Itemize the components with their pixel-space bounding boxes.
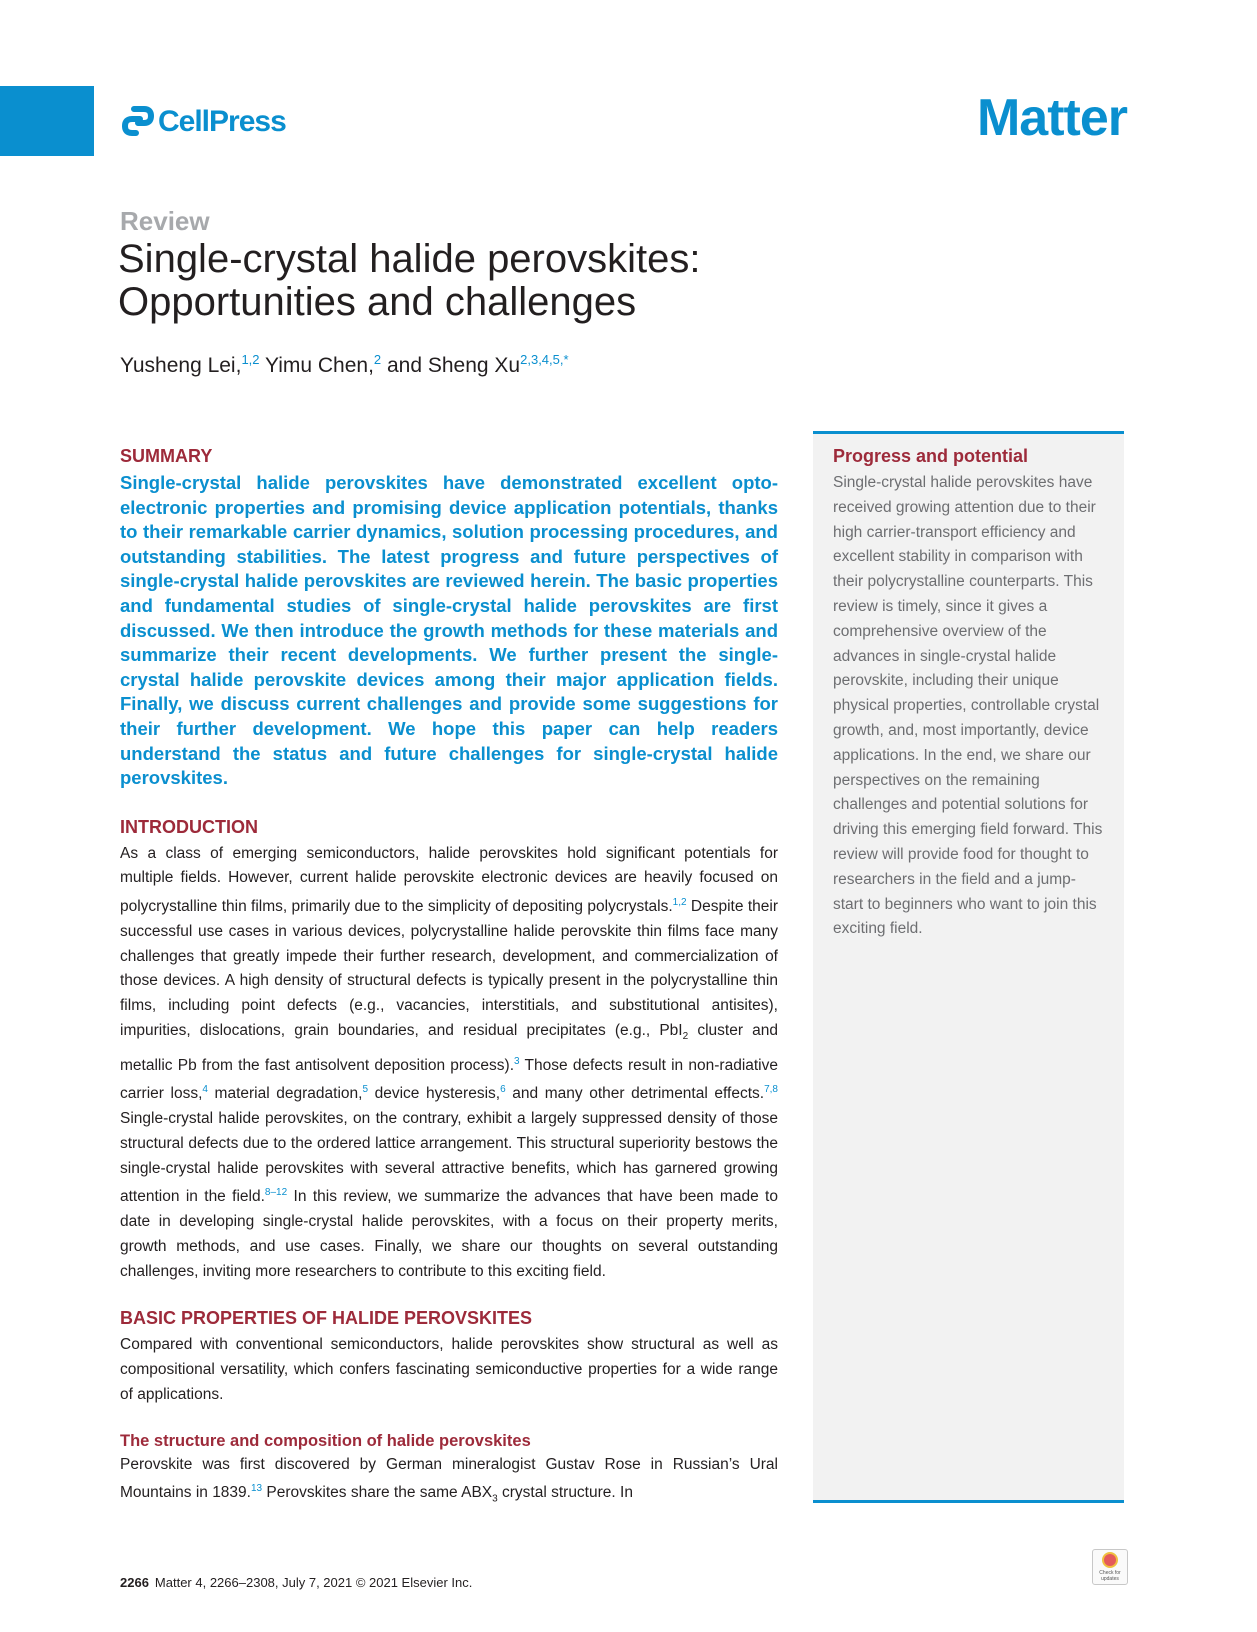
citation-link[interactable]: 6 [500,1084,506,1096]
structure-text: crystal structure. In [497,1484,633,1502]
page-footer [120,1575,472,1590]
intro-text: In this review, we summarize the advances that have been made to date in developing single-crystal halide perovskites, with a focus on their property merits, growth methods, and use cases. Finally, we share our thoughts on several outstanding challenges, inviting more researchers to contribute to this exciting field. [120,1188,778,1280]
title-line-1: Single-crystal halide perovskites: [118,237,701,281]
introduction-paragraph [120,842,778,1285]
author-affiliation[interactable]: 2 [373,352,382,367]
author-affiliation[interactable]: 2,3,4,5,* [520,352,569,367]
intro-text: As a class of emerging semiconductors, halide perovskites hold significant potentials for multiple fields. However, current halide perovskite electronic devices are heavily focused on polycrystalline thin films, primarily due to the simplicity of depositing polycrystals. [120,844,778,916]
sidebar-text: Single-crystal halide perovskites have received growing attention due to their high carrier-transport efficiency and excellent stability in comparison with their polycrystalline counterparts. This review is timely, since it gives a comprehensive overview of the advances in single-crystal halide perovskite, including their unique physical properties, controllable crystal growth, and, most importantly, device applications. In the end, we share our perspectives on the remaining challenges and potential solutions for driving this emerging field forward. This review will provide food for thought to researchers in the field and a jump-start to beginners who want to join this exciting field. [833,474,1103,938]
article-title [118,238,878,324]
citation-link[interactable]: 5 [362,1084,369,1096]
subscript: 3 [492,1493,498,1505]
article-type-label: Review [120,206,210,236]
basic-properties-heading: BASIC PROPERTIES OF HALIDE PEROVSKITES [120,1308,533,1329]
header-accent-block [0,86,94,156]
structure-text: Perovskites share the same ABX [262,1484,493,1502]
basic-properties-paragraph: Compared with conventional semiconductors, halide perovskites show structural as well as compositional versatility, which confers fascinating semiconductive properties for a wide range of applications. [120,1336,778,1403]
author-name[interactable]: Yusheng Lei, [120,354,242,377]
intro-text: material degradation, [207,1085,363,1103]
subscript: 2 [682,1030,689,1042]
citation-link[interactable]: 13 [250,1483,263,1495]
author-list [120,352,569,378]
publisher-name: CellPress [158,105,286,138]
page-number: 2266 [120,1575,149,1590]
summary-heading: SUMMARY [120,446,213,466]
intro-text: device hysteresis, [368,1085,501,1103]
check-updates-icon [1102,1552,1118,1568]
citation-link[interactable]: 7,8 [764,1084,778,1096]
citation-link[interactable]: 1,2 [672,897,687,909]
introduction-heading: INTRODUCTION [120,816,258,837]
author-name[interactable]: Yimu Chen, [264,354,374,377]
intro-text: and many other detrimental effects. [505,1085,765,1103]
structure-paragraph [120,1453,778,1513]
structure-subheading: The structure and composition of halide perovskites [120,1431,531,1450]
cellpress-logo-icon [120,105,156,139]
intro-text: Those defects result in non-radiative carrier loss, [120,1056,778,1103]
author-affiliation[interactable]: 1,2 [241,352,260,367]
journal-name[interactable]: Matter [976,89,1127,147]
author-name[interactable]: and Sheng Xu [387,354,521,377]
citation-link[interactable]: 3 [514,1055,520,1067]
title-line-2: Opportunities and challenges [118,280,637,324]
footer-citation: Matter 4, 2266–2308, July 7, 2021 © 2021 Elsevier Inc. [154,1575,473,1590]
main-column [120,446,778,1512]
citation-link[interactable]: 8–12 [264,1187,288,1199]
sidebar-heading: Progress and potential [833,446,1029,466]
check-updates-label: Check for updates [1099,1570,1121,1582]
citation-link[interactable]: 4 [202,1084,208,1096]
structure-text: Perovskite was first discovered by German mineralogist Gustav Rose in Russian’s Ural Mountains in 1839. [120,1455,778,1502]
summary-text: Single-crystal halide perovskites have demonstrated excellent opto-electronic properties and promising device application potentials, thanks to their remarkable carrier dynamics, solution processing procedures, and outstanding stabilities. The latest progress and future perspectives of single-crystal halide perovskites are reviewed herein. The basic properties and fundamental studies of single-crystal halide perovskites are first discussed. We then introduce the growth methods for these materials and summarize their recent developments. We further present the single-crystal halide perovskite devices among their major application fields. Finally, we discuss current challenges and provide some suggestions for their further development. We hope this paper can help readers understand the status and future challenges for single-crystal halide perovskites. [120,472,778,789]
intro-text: Despite their successful use cases in various devices, polycrystalline halide perovskite thin films face many challenges that greatly impede their further research, development, and commercialization of those devices. A high density of structural defects is typically present in the polycrystalline thin films, including point defects (e.g., vacancies, interstitials, and substitutional antisites), impurities, dislocations, grain boundaries, and residual precipitates (e.g., PbI [120,898,778,1039]
intro-text: Single-crystal halide perovskites, on the contrary, exhibit a largely suppressed density of those structural defects due to the ordered lattice arrangement. This structural superiority bestows the single-crystal halide perovskites with several attractive benefits, which has garnered growing attention in the field. [120,1110,778,1206]
progress-and-potential-box [813,431,1124,1503]
cellpress-logo[interactable] [120,102,286,142]
check-for-updates-button[interactable] [1092,1549,1128,1585]
intro-text: cluster and metallic Pb from the fast antisolvent deposition process). [120,1021,778,1074]
